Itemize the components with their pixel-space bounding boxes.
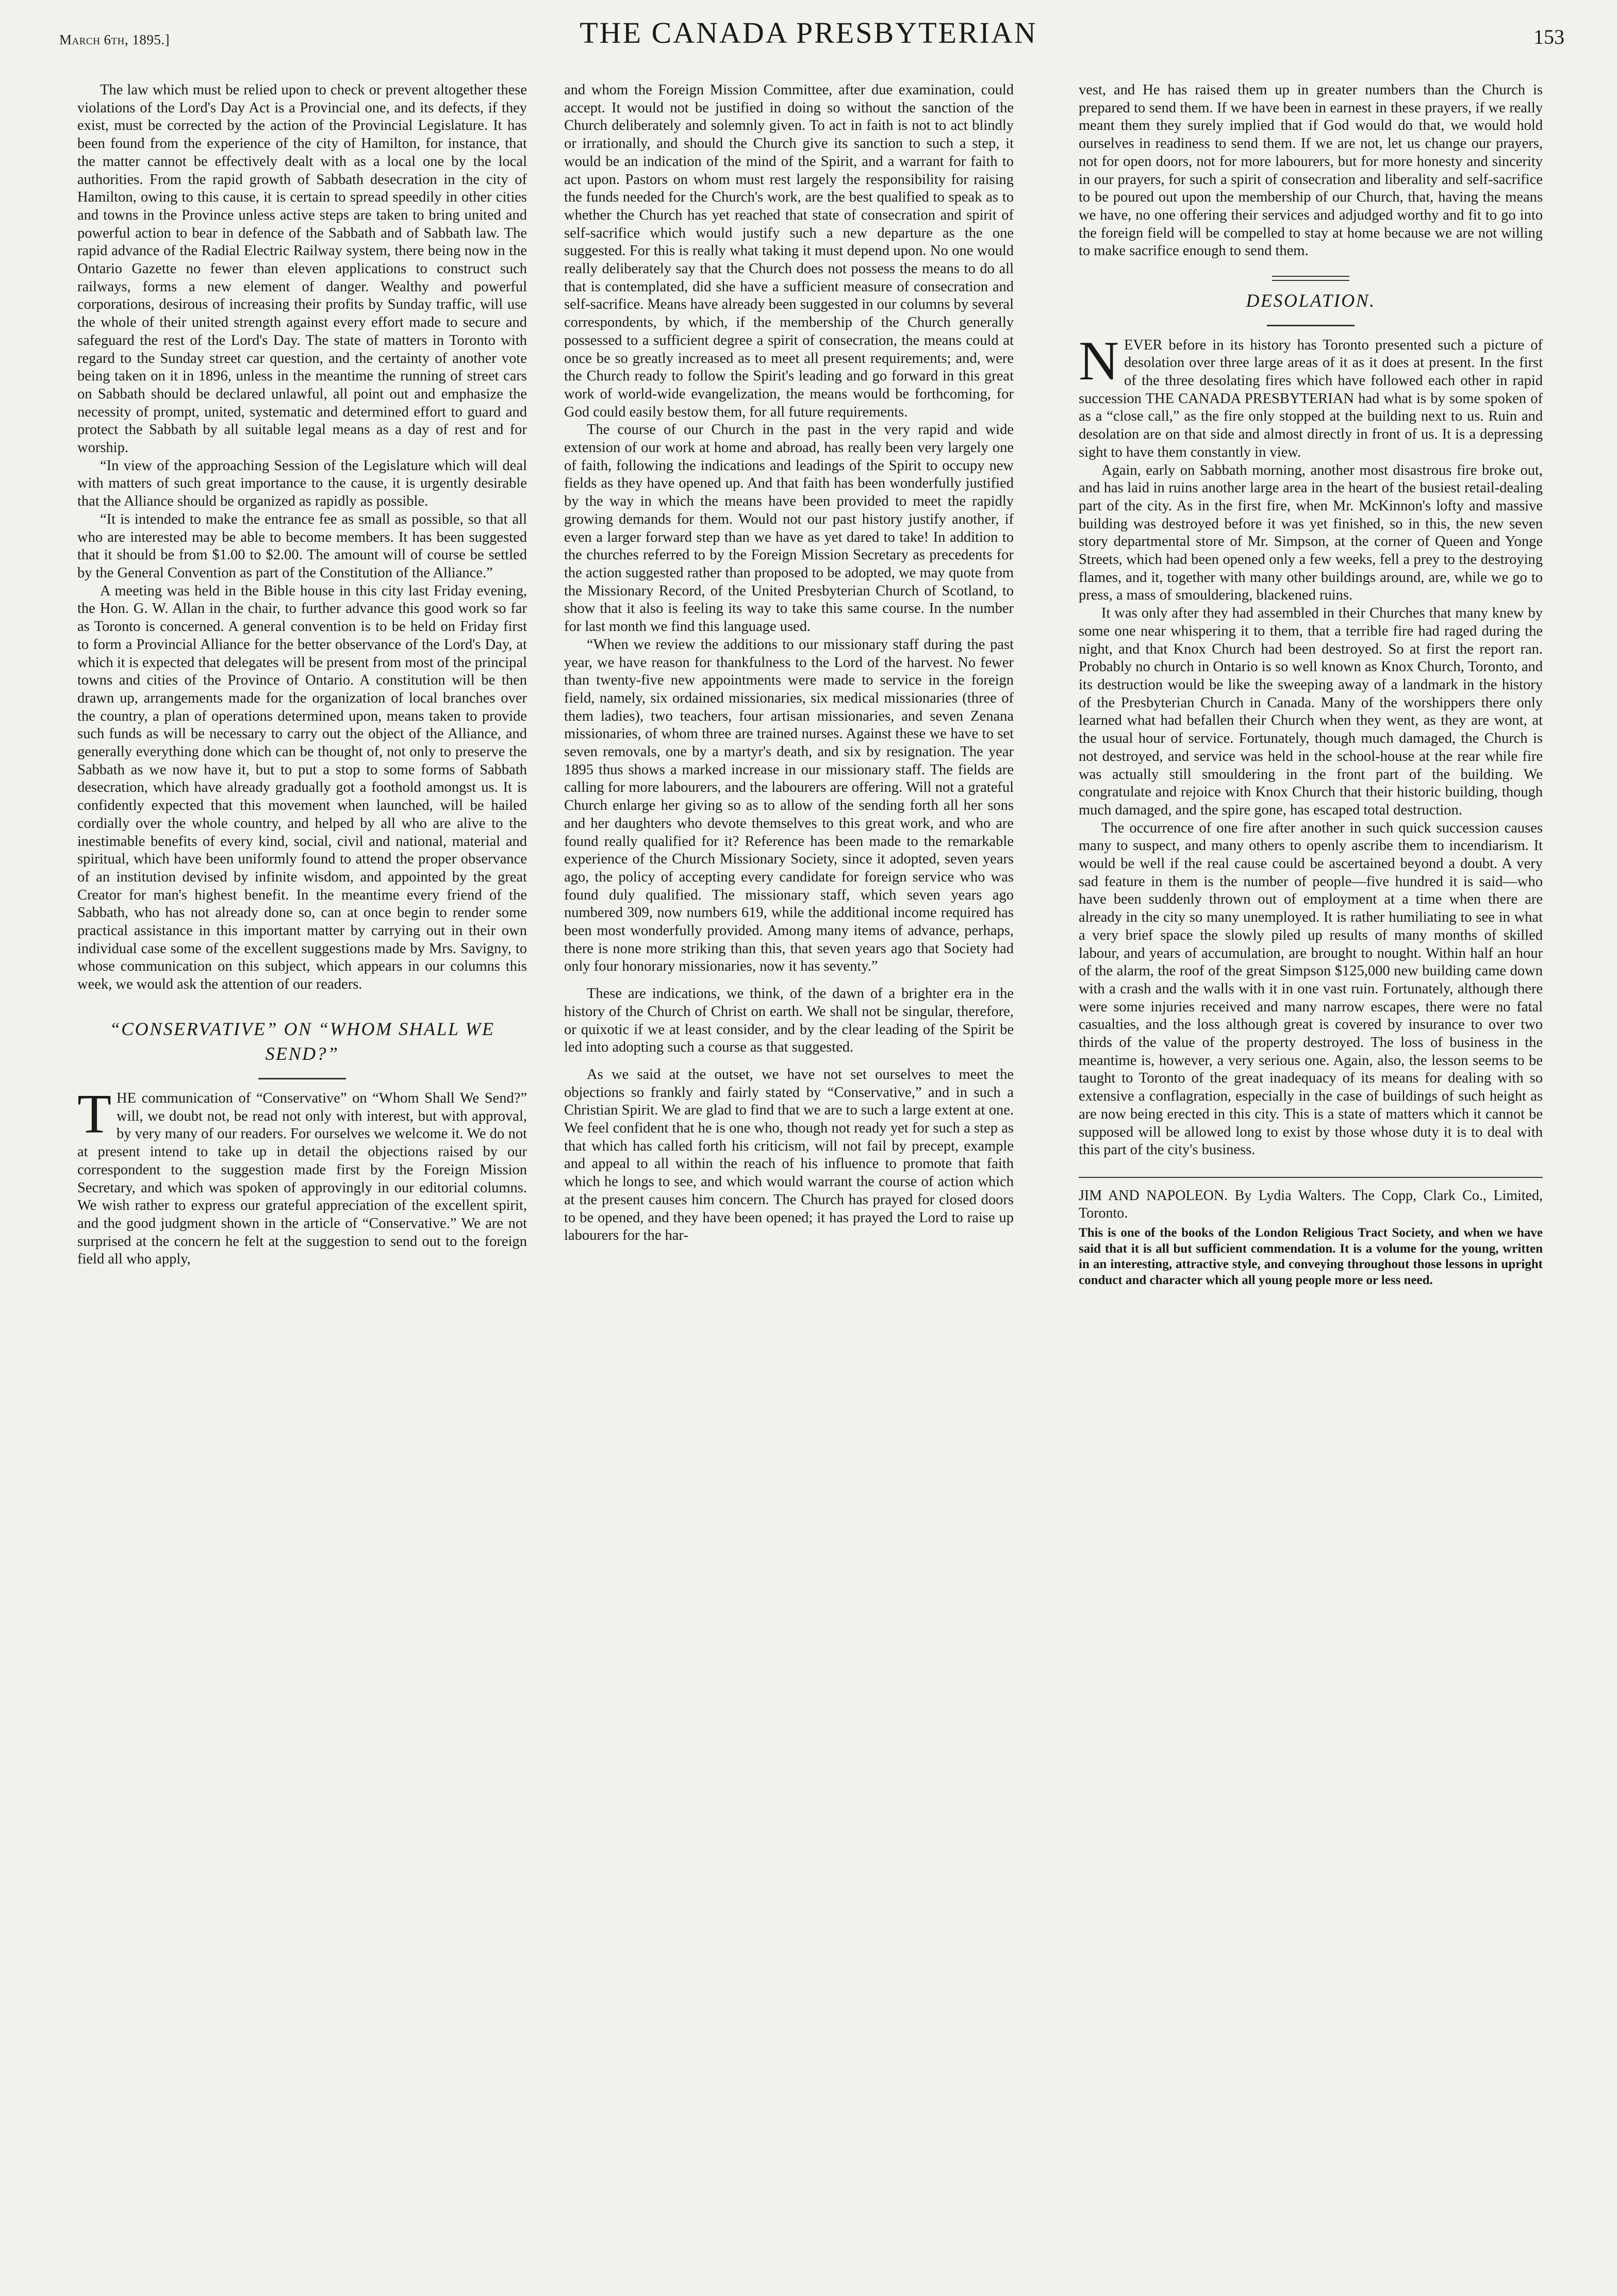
column-3 [1079, 81, 1543, 2275]
sabbath-paragraph-4: A meeting was held in the Bible house in this city last Friday evening, the Hon. G. W. Allan in the chair, to further advance this good work so far as Toronto is concerned. A general convention is to be held on Friday first to form a Provincial Alliance for the better observance of the Lord's Day, at which it is expected that delegates will be present from most of the principal towns and cities of the Province of Ontario. A constitution will be then drawn up, arrangements made for the organization of local branches over the country, a plan of operations determined upon, means taken to provide such funds as will be necessary to carry out the object of the Alliance, and generally everything done which can be thought of, not only to preserve the Sabbath as we now have it, but to put a stop to some forms of Sabbath desecration, which have already gradually got a foothold amongst us. It is confidently expected that this movement when launched, will be hailed cordially over the whole country, and helped by all who are alive to the inestimable benefits of every kind, social, civil and national, material and spiritual, which have been uniformly found to attend the proper observance of an institution devised by infinite wisdom, and appointed by the great Creator for man's highest benefit. In the meantime every friend of the Sabbath, who has not already done so, can at once begin to render some practical assistance in this important matter by carrying out in their own individual case some of the excellent suggestions made by Mrs. Savigny, to whose communication on this subject, which appears in our columns this week, we would ask the attention of our readers. [77, 583, 527, 993]
drop-cap: N [1079, 330, 1119, 392]
conservative-paragraph-1-text: HE communication of “Conservative” on “Whom Shall We Send?” will, we doubt not, be read not only with interest, but with approval, by very many of our readers. For ourselves we welcome it. We do not at present intend to take up in detail the objections raised by our correspondent to the suggestion made first by the Foreign Mission Secretary, and which was spoken of approvingly in our editorial columns. We wish rather to express our grateful appreciation of the excellent spirit, and the good judgment shown in the article of “Conservative.” We are not surprised at the concern he felt at the suggestion to send out to the foreign field all who apply, [77, 1090, 527, 1268]
conservative-paragraph-1 [77, 1084, 527, 1269]
masthead-title: THE CANADA PRESBYTERIAN [580, 16, 1037, 49]
conservative-paragraph-6: vest, and He has raised them up in greater numbers than the Church is prepared to send them. If we have been in earnest in these prayers, if we really meant them they surely implied that if God would do that, we would hold ourselves in readiness to send them. If we are not, let us change our prayers, not for open doors, not for more labourers, but for more honesty and sincerity in our prayers, for such a spirit of consecration and liberality and self-sacrifice to be poured out upon the membership of our Church, that, having the means we have, no one offering their services and adjudged worthy and fit to go into the foreign field will be compelled to stay at home because we are not willing to make sacrifice enough to send them. [1079, 82, 1543, 259]
sabbath-paragraph-1: The law which must be relied upon to check or prevent altogether these violations of the Lord's Day Act is a Provincial one, and its defects, if they exist, must be corrected by the action of the Provincial Legislature. It has been found from the experience of the city of Hamilton, for instance, that the matter cannot be effectively dealt with as a local one by the local authorities. From the rapid growth of Sabbath desecration in the city of Hamilton, owing to this cause, it is certain to spread speedily in other cities and towns in the Province unless active steps are taken to bring united and powerful action to bear in defence of the Sabbath and of Sabbath law. The rapid advance of the Radial Electric Railway system, there being now in the Ontario Gazette no fewer than eleven applications to construct such railways, forms a new element of danger. Wealthy and powerful corporations, desirous of increasing their profits by Sunday traffic, will use the whole of their united strength against every effort made to secure and safeguard the rest of the Lord's Day. The state of matters in Toronto with regard to the Sunday street car question, and the certainty of another vote being taken on it in 1896, unless in the meantime the running of street cars on Sabbath should be declared unlawful, all point out and emphasize the necessity of prompt, united, systematic and determined effort to guard and protect the Sabbath by all suitable legal means as a day of rest and for worship. [77, 82, 527, 456]
desolation-paragraph-2: Again, early on Sabbath morning, another most disastrous fire broke out, and has laid in ruins another large area in the heart of the busiest retail-dealing part of the city. As in the first fire, when Mr. McKinnon's lofty and massive building was destroyed before it was yet finished, so in this, the new seven story departmental store of Mr. Simpson, at the corner of Queen and Yonge Streets, which had been opened only a few weeks, fell a prey to the destroying flames, and it, together with many other buildings around, are, while we go to press, a mass of smouldering, blackened ruins. [1079, 462, 1543, 604]
desolation-paragraph-4: The occurrence of one fire after another in such quick succession causes many to suspect, and many others to openly ascribe them to incendiarism. It would be well if the real cause could be ascertained beyond a doubt. A very sad feature in them is the number of people—five hundred it is said—who have been suddenly thrown out of employment at a time when there are already in the city so many unemployed. It is rather humiliating to see in what a very brief space the slowly piled up results of many months of skilled labour, and years of accumulation, are brought to nought. Within half an hour of the alarm, the roof of the great Simpson $125,000 new building came down with a crash and the walls with it in one vast ruin. Fortunately, although there were some injuries received and many narrow escapes, there were no fatal casualties, and the loss although great is covered by insurance to over two thirds of the value of the property destroyed. The loss of business in the meantime is, however, a very serious one. Again, also, the lesson seems to be taught to Toronto of the great inadequacy of its means for dealing with so extensive a conflagration, especially in the case of buildings of such height as are now being erected in this city. This is a state of matters which it cannot be supposed will be allowed long to exist by those whose duty it is to deal with this part of the city's business. [1079, 820, 1543, 1158]
page-header [0, 0, 1617, 57]
book-notice-title: JIM AND NAPOLEON. By Lydia Walters. The Copp, Clark Co., Limited, Toronto. [1079, 1187, 1543, 1222]
book-notice [1079, 1177, 1543, 1288]
article-heading-desolation: DESOLATION. [1246, 290, 1376, 311]
drop-cap: T [77, 1084, 111, 1145]
book-notice-description: This is one of the books of the London Religious Tract Society, and when we have said that it is all but sufficient commendation. It is a volume for the young, written in an interesting, attractive style, and conveying throughout those lessons in upright conduct and character which all young people more or less need. [1079, 1226, 1543, 1287]
heading-rule [1267, 325, 1355, 326]
issue-date: March 6th, 1895.] [59, 32, 170, 47]
conservative-paragraph-5: As we said at the outset, we have not set ourselves to meet the objections so frankly and fairly stated by “Conservative,” and in such a Christian Spirit. We are glad to find that we are to such a large extent at one. We feel confident that he is one who, though not ready yet for such a step as that which has called forth his criticism, will not fail by precept, example and appeal to all within the reach of his influence to promote that faith which he longs to see, and which would warrant the course of action which at the present causes him concern. The Church has prayed for closed doors to be opened, and they have been opened; it has prayed the Lord to raise up labourers for the har- [564, 1066, 1014, 1244]
column-2 [564, 81, 1014, 2275]
section-rule [1272, 276, 1349, 281]
desolation-paragraph-1 [1079, 330, 1543, 462]
sabbath-paragraph-3: “It is intended to make the entrance fee as small as possible, so that all who are interested may be able to become members. It has been suggested that it should be from $1.00 to $2.00. The amount will of course be settled by the General Convention as part of the Constitution of the Alliance.” [77, 511, 527, 581]
conservative-paragraph-4: These are indications, we think, of the dawn of a brighter era in the history of the Church of Christ on earth. We shall not be singular, therefore, or quixotic if we at least consider, and by the clear leading of the Spirit be led into adopting such a course as that suggested. [564, 986, 1014, 1056]
article-heading-conservative: “CONSERVATIVE” ON “WHOM SHALL WE SEND?” [109, 1018, 495, 1064]
conservative-paragraph-2: and whom the Foreign Mission Committee, after due examination, could accept. It would not be justified in doing so without the sanction of the Church deliberately and solemnly given. To act in faith is not to act blindly or irrationally, and should the Church give its sanction to such a step, it would be an indication of the mind of the Spirit, and a warrant for faith to act upon. Pastors on whom must rest largely the responsibility for raising the funds needed for the Church's work, are the best qualified to speak as to whether the Church has yet reached that state of consecration and spirit of self-sacrifice which would justify such a new departure as the one suggested. For this is really what taking it must depend upon. No one would really deliberately say that the Church does not possess the means to do all that is contemplated, did she have a sufficient measure of consecration and self-sacrifice. Means have already been suggested in our columns by several correspondents, by which, if the membership of the Church generally possessed to a sufficient degree a spirit of consecration, the means could at once be so greatly increased as to meet all present requirements; and, were the Church ready to follow the Spirit's leading and go forward in this great work of world-wide evangelization, the means would be forthcoming, for God could easily bestow them, for all future requirements. [564, 82, 1014, 420]
page-number: 153 [1533, 25, 1564, 48]
heading-rule [258, 1078, 346, 1079]
conservative-paragraph-3: The course of our Church in the past in the very rapid and wide extension of our work at home and abroad, has really been very largely one of faith, following the indications and leadings of the Spirit to occupy new fields as they have opened up. And that faith has been wonderfully justified by the way in which the means have been provided to meet the rapidly growing demands for them. Would not our past history justify another, if even a larger forward step than we have as yet dared to take! In addition to the churches referred to by the Foreign Mission Secretary as precedents for the action suggested rather than proposed to be adopted, we may quote from the Missionary Record, of the United Presbyterian Church of Scotland, to show that it also is feeling its way to take this same course. In the number for last month we find this language used. [564, 422, 1014, 635]
desolation-paragraph-1-text: EVER before in its history has Toronto presented such a picture of desolation over three large areas of it as it does at present. In the first of the three desolating fires which have followed each other in rapid succession THE CANADA PRESBYTERIAN had what is by some spoken of as a “close call,” as the fire only stopped at the building next to us. Ruin and desolation are on that side and almost directly in front of us. It is a depressing sight to have them constantly in view. [1079, 337, 1543, 460]
column-1 [77, 81, 527, 2275]
missionary-record-quote: “When we review the additions to our missionary staff during the past year, we have reason for thankfulness to the Lord of the harvest. No fewer than twenty-five new appointments were made to service in the foreign field, namely, six ordained missionaries, six medical missionaries (three of them ladies), two teachers, four artisan missionaries, and seven Zenana missionaries, of whom three are trained nurses. Against these we have to set seven removals, one by a martyr's death, and six by resignation. The year 1895 thus shows a marked increase in our missionary staff. The fields are calling for more labourers, and the labourers are offering. Will not a grateful Church enlarge her giving so as to allow of the sending forth all her sons and her daughters who devote themselves to this great work, and who are found really qualified for it? Reference has been made to the remarkable experience of the Church Missionary Society, since it adopted, seven years ago, the policy of accepting every candidate for foreign service who was found duly qualified. The missionary staff, which seven years ago numbered 309, now numbers 619, while the additional income required has been most wonderfully provided. Among many items of advance, perhaps, there is none more striking than this, that seven years ago that Society had only four honorary missionaries, now it has seventy.” [564, 636, 1014, 975]
sabbath-paragraph-2: “In view of the approaching Session of the Legislature which will deal with matters of such great importance to the cause, it is urgently desirable that the Alliance should be organized as rapidly as possible. [77, 457, 527, 510]
desolation-paragraph-3: It was only after they had assembled in their Churches that many knew by some one near whispering it to them, that a terrible fire had raged during the night, and that Knox Church had been destroyed. So at first the report ran. Probably no church in Ontario is so well known as Knox Church, Toronto, and its destruction would be like the sweeping away of a landmark in the history of the Presbyterian Church in Canada. Many of the worshippers there only learned what had befallen their Church when they went, as they are wont, at the usual hour of service. Fortunately, though much damaged, the Church is not destroyed, and service was held in the school-house at the rear while fire was actually still smouldering in the front part of the building. We congratulate and rejoice with Knox Church that their historic building, though much damaged, and the spire gone, has escaped total destruction. [1079, 605, 1543, 818]
